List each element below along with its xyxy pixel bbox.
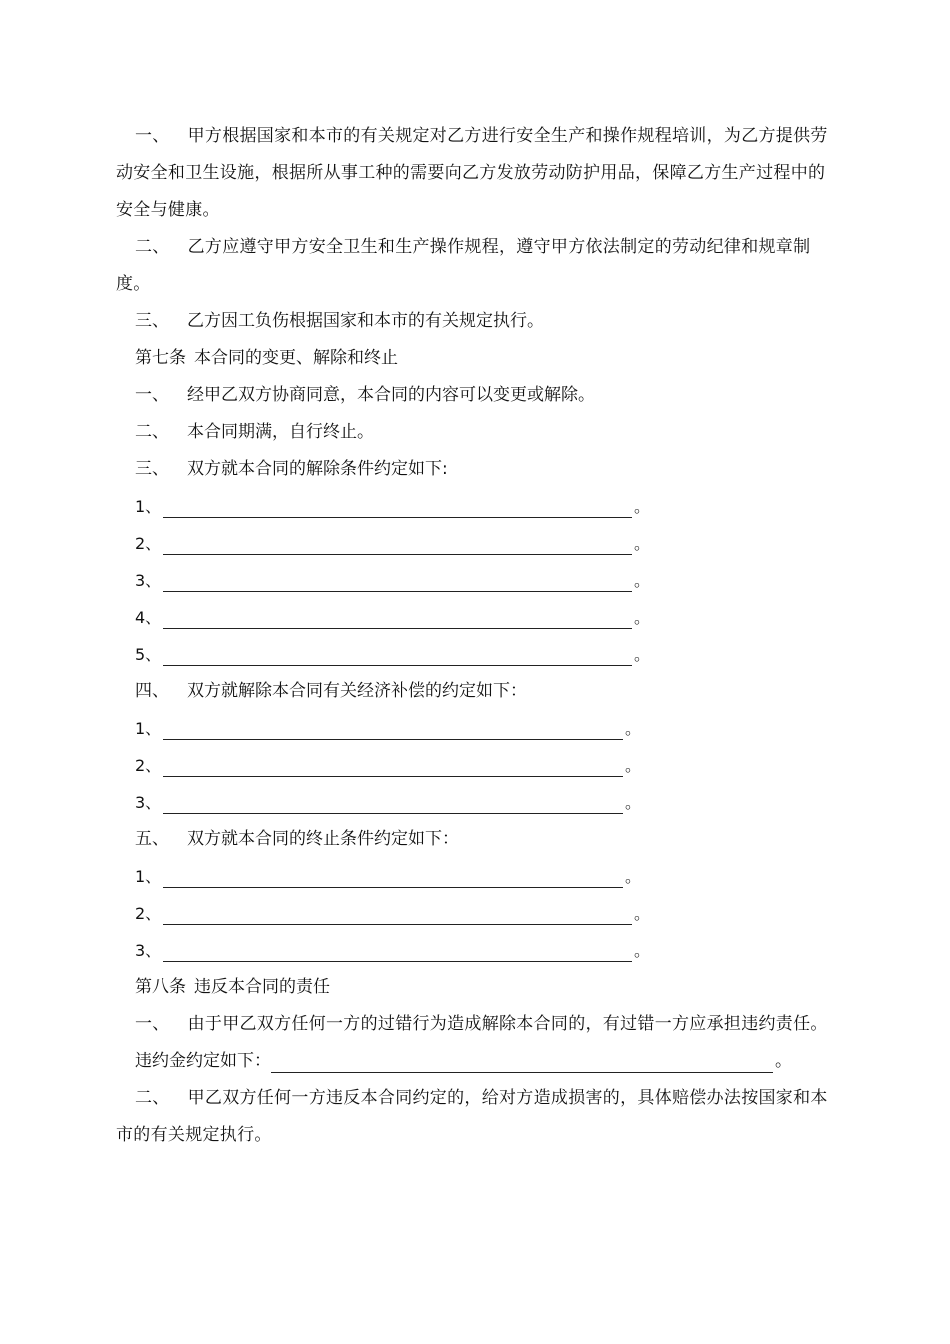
fill-in-blank[interactable] [163, 536, 632, 555]
blank-number: 1、 [135, 867, 162, 886]
article-number: 第七条 [135, 348, 186, 368]
blank-number: 1、 [135, 497, 162, 516]
article-8-item-2 [116, 1080, 836, 1154]
blank-end-mark: 。 [634, 608, 651, 627]
expiry-blank-2 [116, 895, 836, 932]
termination-blank-4 [116, 599, 836, 636]
blank-number: 2、 [135, 904, 162, 923]
blank-end-mark: 。 [625, 867, 642, 886]
article-7-item-2 [116, 414, 836, 451]
fill-in-blank[interactable] [163, 943, 632, 962]
blank-number: 3、 [135, 793, 162, 812]
blank-end-mark: 。 [634, 904, 651, 923]
blank-end-mark: 。 [634, 571, 651, 590]
fill-in-blank[interactable] [163, 647, 632, 666]
blank-end-mark: 。 [634, 534, 651, 553]
clause-marker: 一、 [135, 1014, 170, 1034]
fill-in-blank[interactable] [163, 906, 632, 925]
clause-text: 由于甲乙双方任何一方的过错行为造成解除本合同的，有过错一方应承担违约责任。 [187, 1014, 828, 1034]
blank-number: 5、 [135, 645, 162, 664]
clause-marker: 二、 [135, 1088, 170, 1108]
compensation-blank-3 [116, 784, 836, 821]
article-number: 第八条 [135, 977, 186, 997]
blank-number: 2、 [135, 756, 162, 775]
fill-in-blank[interactable] [163, 610, 632, 629]
clause-text: 本合同期满，自行终止。 [187, 422, 374, 442]
blank-number: 2、 [135, 534, 162, 553]
fill-in-blank[interactable] [163, 869, 623, 888]
blank-end-mark: 。 [625, 793, 642, 812]
document-body [116, 118, 836, 1154]
blank-end-mark: 。 [625, 756, 642, 775]
article-8-heading [116, 969, 836, 1006]
blank-number: 1、 [135, 719, 162, 738]
article-title: 违反本合同的责任 [194, 977, 330, 997]
clause-marker: 二、 [135, 237, 170, 257]
blank-end-mark: 。 [634, 497, 651, 516]
clause-6-1 [116, 118, 836, 229]
article-7-item-4 [116, 673, 836, 710]
fill-in-blank[interactable] [163, 499, 632, 518]
termination-blank-3 [116, 562, 836, 599]
blank-end-mark: 。 [634, 645, 651, 664]
expiry-blank-1 [116, 858, 836, 895]
blank-end-mark: 。 [775, 1051, 792, 1071]
article-8-item-1 [116, 1006, 836, 1043]
compensation-blank-2 [116, 747, 836, 784]
article-7-item-5 [116, 821, 836, 858]
clause-text: 双方就本合同的终止条件约定如下： [187, 829, 459, 849]
article-title: 本合同的变更、解除和终止 [194, 348, 398, 368]
clause-marker: 三、 [135, 311, 169, 331]
clause-marker: 一、 [135, 385, 169, 405]
clause-marker: 二、 [135, 422, 169, 442]
clause-text: 双方就解除本合同有关经济补偿的约定如下： [187, 681, 527, 701]
clause-6-3 [116, 303, 836, 340]
article-7-item-1 [116, 377, 836, 414]
blank-number: 4、 [135, 608, 162, 627]
penalty-label: 违约金约定如下： [135, 1051, 271, 1071]
termination-blank-1 [116, 488, 836, 525]
clause-6-2 [116, 229, 836, 303]
blank-end-mark: 。 [625, 719, 642, 738]
clause-marker: 五、 [135, 829, 169, 849]
clause-text: 乙方应遵守甲方安全卫生和生产操作规程，遵守甲方依法制定的劳动纪律和规章制度。 [116, 237, 811, 294]
fill-in-blank[interactable] [163, 573, 632, 592]
clause-text: 双方就本合同的解除条件约定如下: [187, 459, 448, 479]
article-7-heading [116, 340, 836, 377]
expiry-blank-3 [116, 932, 836, 969]
clause-text: 甲乙双方任何一方违反本合同约定的，给对方造成损害的，具体赔偿办法按国家和本市的有关规定执行。 [116, 1088, 828, 1145]
article-7-item-3 [116, 451, 836, 488]
termination-blank-2 [116, 525, 836, 562]
termination-blank-5 [116, 636, 836, 673]
blank-number: 3、 [135, 571, 162, 590]
fill-in-blank[interactable] [163, 758, 623, 777]
clause-text: 经甲乙双方协商同意，本合同的内容可以变更或解除。 [187, 385, 595, 405]
clause-text: 乙方因工负伤根据国家和本市的有关规定执行。 [187, 311, 544, 331]
clause-marker: 一、 [135, 126, 170, 146]
fill-in-blank[interactable] [163, 795, 623, 814]
compensation-blank-1 [116, 710, 836, 747]
clause-marker: 三、 [135, 459, 169, 479]
blank-number: 3、 [135, 941, 162, 960]
clause-text: 甲方根据国家和本市的有关规定对乙方进行安全生产和操作规程培训，为乙方提供劳动安全和卫生设施，根据所从事工种的需要向乙方发放劳动防护用品，保障乙方生产过程中的安全与健康。 [116, 126, 828, 220]
clause-marker: 四、 [135, 681, 169, 701]
fill-in-blank[interactable] [163, 721, 623, 740]
penalty-row [116, 1043, 836, 1080]
penalty-amount-blank[interactable] [271, 1054, 773, 1073]
blank-end-mark: 。 [634, 941, 651, 960]
